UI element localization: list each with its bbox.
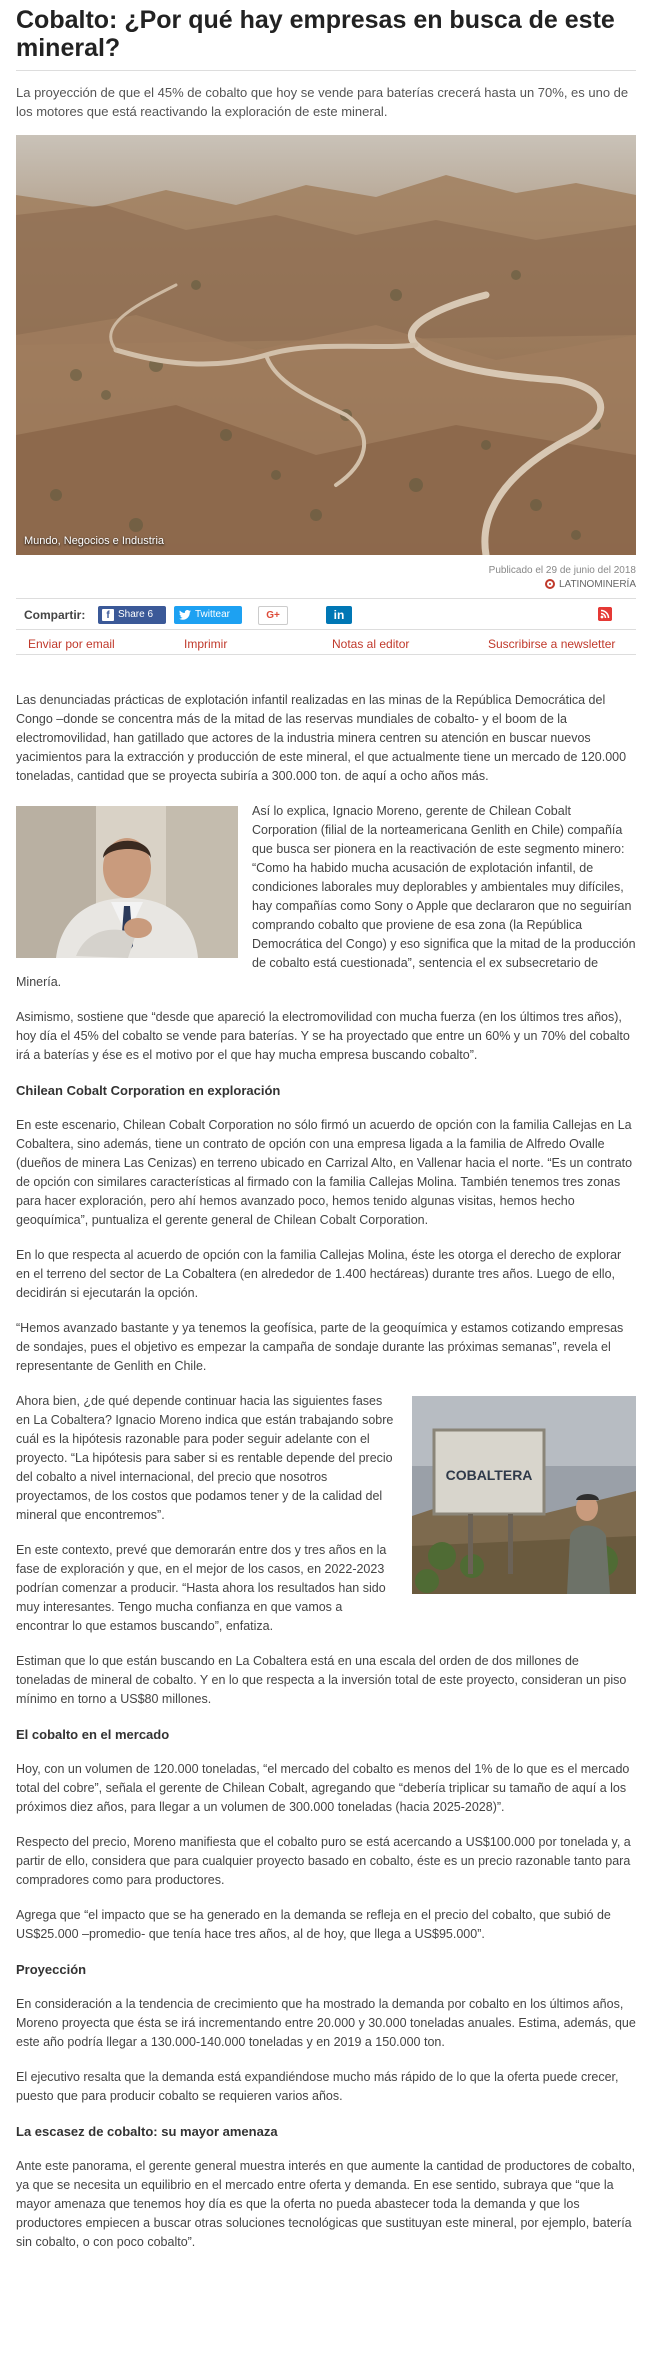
paragraph: En este escenario, Chilean Cobalt Corporation no sólo firmó un acuerdo de opción con la familia Callejas en La Cobaltera, sino además, tiene un contrato de opción con una empresa ligada a la familia de Alfredo Ovalle (dueños de minera Las Cenizas) en terreno ubicado en Carrizal Alto, en Vallenar hacia el norte. “Es un contrato de opción con similares características al firmado con la familia Callejas Molina. También tenemos tres zonas para hacer exploración, pero ahí hemos avanzado poco, hemos tenido algunas visitas, hemos hecho geoquímica”, puntualiza el gerente general de Chilean Cobalt Corporation. <box>16 1118 633 1227</box>
facebook-share-label: Share 6 <box>118 609 154 620</box>
facebook-share-button[interactable] <box>98 606 166 624</box>
published-date: Publicado el 29 de junio del 2018 <box>488 565 636 576</box>
ignacio-moreno-portrait <box>16 806 238 958</box>
paragraph: Estiman que lo que están buscando en La Cobaltera está en una escala del orden de dos millones de toneladas de mineral de cobalto. Y en lo que respecta a la inversión total de este proyecto, consideran un piso mínimo en torno a US$80 millones. <box>16 1654 627 1706</box>
twitter-share-label: Twittear <box>195 609 231 620</box>
section-heading: La escasez de cobalto: su mayor amenaza <box>16 2124 278 2139</box>
paragraph: Así lo explica, Ignacio Moreno, gerente de Chilean Cobalt Corporation (filial de la norteamericana Genlith en Chile) compañía que busca ser pionera en la reactivación de este segmento minero: “Como ha habido mucha acusación de explotación infantil, de condiciones laborales muy deplorables y ambientales muy difíciles, hay compañías como Sony o Apple que declararon que no seguirían comprando cobalto que proviene de esa zona (la República Democrática del Congo) y eso significa que la mitad de la producción de cobalto está cuestionada”, sentencia el ex subsecretario de Minería. <box>16 804 636 989</box>
source-name[interactable]: LATINOMINERÍA <box>558 579 636 590</box>
paragraph: Asimismo, sostiene que “desde que apareció la electromovilidad con mucha fuerza (en los últimos tres años), hoy día el 45% del cobalto se vende para baterías. Y se ha proyectado que entre un 60% y un 70% del cobalto irá a baterías y ése es el motivo por el que hay mucha empresa buscando cobalto”. <box>16 1010 630 1062</box>
paragraph: Hoy, con un volumen de 120.000 toneladas, “el mercado del cobalto es menos del 1% de lo que es el mercado total del cobre”, señala el gerente de Chilean Cobalt, agregando que “debería triplicar su tamaño de aquí a los próximos diez años, para llegar a un volumen de 300.000 toneladas (hacia 2025-2028)”. <box>16 1762 630 1814</box>
source-logo-icon <box>545 579 555 589</box>
section-heading: Proyección <box>16 1962 87 1977</box>
image-caption: Mundo, Negocios e Industria <box>24 535 165 547</box>
article-body <box>16 691 636 2252</box>
source <box>16 579 636 590</box>
share-bar <box>16 598 636 630</box>
article-actions <box>16 630 636 655</box>
hero-image <box>16 135 636 555</box>
paragraph: “Hemos avanzado bastante y ya tenemos la geofísica, parte de la geoquímica y estamos cotizando empresas de sondajes, pues el objetivo es empezar la campaña de sondaje durante las próximas semanas”, revela el representante de Genlith en Chile. <box>16 1321 624 1373</box>
paragraph: En lo que respecta al acuerdo de opción con la familia Callejas Molina, éste les otorga el derecho de explorar en el terreno del sector de La Cobaltera (en alrededor de 1.400 hectáreas) durante tres años. Luego de ello, decidirán si ejecutarán la opción. <box>16 1248 622 1300</box>
page-title: Cobalto: ¿Por qué hay empresas en busca de este mineral? <box>16 6 615 62</box>
facebook-icon: f <box>102 609 114 621</box>
linkedin-share-button[interactable]: in <box>326 606 352 624</box>
paragraph: Respecto del precio, Moreno manifiesta que el cobalto puro se está acercando a US$100.000 por tonelada y, a partir de ello, considera que para cualquier proyecto basado en cobalto, éste es un precio razonable tanto para compradores como para productores. <box>16 1835 631 1887</box>
newsletter-link[interactable]: Suscribirse a newsletter <box>488 637 616 651</box>
cobaltera-sign-photo <box>412 1396 636 1594</box>
article-lead: La proyección de que el 45% de cobalto que hoy se vende para baterías crecerá hasta un 70%, es uno de los motores que está reactivando la exploración de este mineral. <box>16 85 629 119</box>
paragraph: En consideración a la tendencia de crecimiento que ha mostrado la demanda por cobalto en los últimos años, Moreno proyecta que ésta se irá incrementando entre 20.000 y 30.000 toneladas anuales. Estima, además, que este año podría llegar a 130.000-140.000 toneladas y en 2019 a 150.000 ton. <box>16 1997 636 2049</box>
article <box>16 6 650 2252</box>
paragraph: Ahora bien, ¿de qué depende continuar hacia las siguientes fases en La Cobaltera? Ignacio Moreno indica que están trabajando sobre cuál es la hipótesis razonable para poder seguir adelante con el proyecto. “La hipótesis para saber si es rentable depende del precio del cobalto a nivel internacional, del precio que nosotros proyectamos, de los costos que podamos tener y de la calidad del mineral que encontremos”. <box>16 1394 394 1522</box>
paragraph: En este contexto, prevé que demorarán entre dos y tres años en la fase de exploración y que, en el mejor de los casos, en 2022-2023 podrían comenzar a producir. “Hasta ahora los resultados han sido muy interesantes. Tengo mucha confianza en que vamos a encontrar lo que estamos buscando”, enfatiza. <box>16 1543 387 1633</box>
twitter-icon <box>179 610 191 620</box>
sign-text: COBALTERA <box>445 1467 533 1483</box>
section-heading: Chilean Cobalt Corporation en exploración <box>16 1083 281 1098</box>
googleplus-share-button[interactable]: G+ <box>258 606 288 625</box>
title-divider <box>16 70 636 71</box>
paragraph: Ante este panorama, el gerente general muestra interés en que aumente la cantidad de productores de cobalto, ya que se necesita un equilibrio en el mercado entre oferta y demanda. En ese sentido, subraya que “que la mayor amenaza que tenemos hoy día es que la oferta no pueda abastecer toda la demanda y que los productores empiecen a buscar otras soluciones tecnológicas que sustituyan este mineral, por ejemplo, batería sin cobalto, o con poco cobalto”. <box>16 2159 636 2249</box>
share-label: Compartir: <box>24 608 86 622</box>
cobaltera-sign-image <box>412 1396 636 1594</box>
paragraph: El ejecutivo resalta que la demanda está expandiéndose mucho más rápido de lo que la oferta puede crecer, puesto que para producir cobalto se requieren varios años. <box>16 2070 619 2103</box>
twitter-share-button[interactable] <box>174 606 242 624</box>
section-heading: El cobalto en el mercado <box>16 1727 170 1742</box>
paragraph: Agrega que “el impacto que se ha generado en la demanda se refleja en el precio del cobalto, que subió de US$25.000 –promedio- que tenía hace tres años, al de hoy, que llega a US$95.000”. <box>16 1908 611 1941</box>
rss-icon[interactable] <box>598 607 612 621</box>
email-link[interactable]: Enviar por email <box>28 637 115 651</box>
print-link[interactable]: Imprimir <box>184 637 228 651</box>
paragraph: Las denunciadas prácticas de explotación infantil realizadas en las minas de la República Democrática del Congo –donde se concentra más de la mitad de las reservas mundiales de cobalto- y el boom de la electromovilidad, han gatillado que actores de la industria minera centren su atención en buscar nuevos yacimientos para la extracción y producción de este mineral, el que actualmente tiene un mercado de 120.000 toneladas, cantidad que se proyecta subiría a 300.000 ton. de aquí a ocho años más. <box>16 693 627 783</box>
mine-landscape-image <box>16 135 636 555</box>
portrait-photo <box>16 806 238 958</box>
editor-notes-link[interactable]: Notas al editor <box>332 637 410 651</box>
